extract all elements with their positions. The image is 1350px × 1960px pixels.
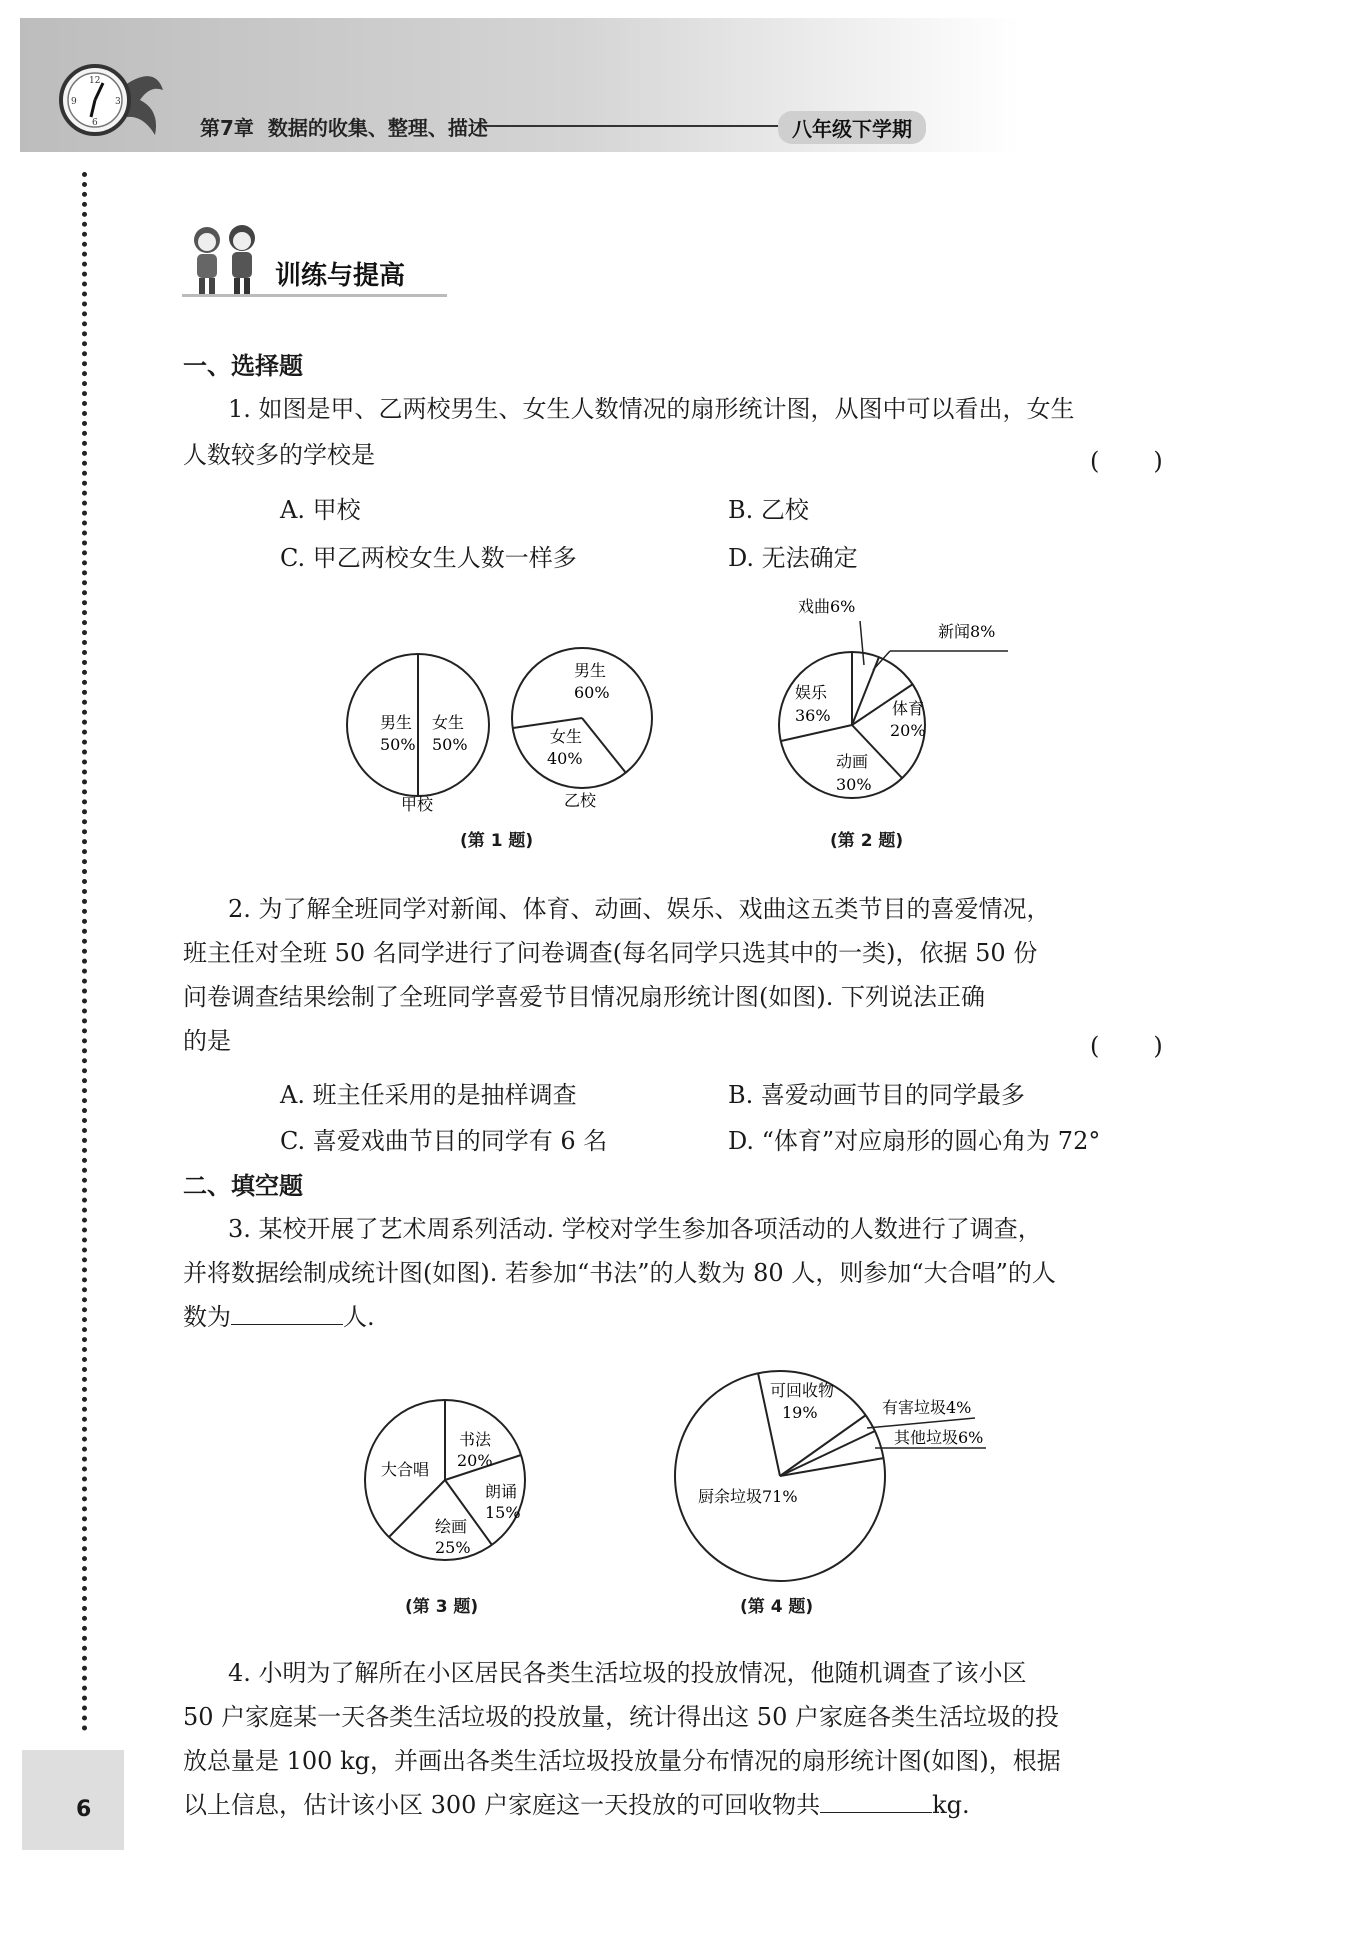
q1-answer-paren: ( ) bbox=[1090, 447, 1165, 475]
pie2-value-ent: 36% bbox=[795, 706, 831, 725]
pie2-callout-news: 新闻8% bbox=[938, 622, 996, 641]
chapter-title bbox=[200, 112, 488, 141]
q4-line4 bbox=[183, 1784, 970, 1827]
pie-yi-label-male: 男生 bbox=[574, 661, 607, 680]
q1-option-c: C. 甲乙两校女生人数一样多 bbox=[280, 544, 577, 572]
q2-option-c: C. 喜爱戏曲节目的同学有 6 名 bbox=[280, 1127, 608, 1155]
fig2-chart bbox=[760, 595, 1030, 820]
kids-icon bbox=[182, 222, 272, 302]
pie-yi-value-female: 40% bbox=[547, 749, 583, 768]
fig3-caption: (第 3 题) bbox=[405, 1597, 479, 1617]
svg-text:12: 12 bbox=[89, 76, 101, 86]
dotted-binding-margin bbox=[82, 172, 87, 1732]
pie2-callout-opera: 戏曲6% bbox=[798, 597, 856, 616]
page-number-tab bbox=[22, 1750, 124, 1850]
q3-line2: 并将数据绘制成统计图(如图). 若参加“书法”的人数为 80 人，则参加“大合唱”的人 bbox=[183, 1259, 1056, 1287]
section-underline bbox=[182, 294, 447, 297]
q3-line3 bbox=[183, 1296, 375, 1339]
chapter-name: 数据的收集、整理、描述 bbox=[267, 116, 488, 140]
pie3-label-choir: 大合唱 bbox=[381, 1460, 430, 1479]
pie3-label-calligraphy: 书法 bbox=[459, 1430, 492, 1449]
fig4-caption: (第 4 题) bbox=[740, 1597, 814, 1617]
pie2-label-ent: 娱乐 bbox=[795, 683, 828, 702]
q4-line2: 50 户家庭某一天各类生活垃圾的投放量，统计得出这 50 户家庭各类生活垃圾的投 bbox=[183, 1703, 1059, 1731]
q2-line2: 班主任对全班 50 名同学进行了问卷调查(每名同学只选其中的一类)，依据 50 份 bbox=[183, 939, 1038, 967]
q3-line3-end: 人. bbox=[343, 1303, 375, 1331]
pie-jia-value-female: 50% bbox=[432, 735, 468, 754]
q2-line1: 2. 为了解全班同学对新闻、体育、动画、娱乐、戏曲这五类节目的喜爱情况， bbox=[228, 895, 1051, 923]
fig4-chart bbox=[670, 1368, 1010, 1593]
pie4-label-recyclable: 可回收物 bbox=[770, 1381, 835, 1400]
q1-option-a: A. 甲校 bbox=[280, 496, 361, 524]
q2-line3: 问卷调查结果绘制了全班同学喜爱节目情况扇形统计图(如图). 下列说法正确 bbox=[183, 983, 985, 1011]
q1-line1: 1. 如图是甲、乙两校男生、女生人数情况的扇形统计图，从图中可以看出，女生 bbox=[228, 395, 1075, 423]
q2-line4: 的是 bbox=[183, 1027, 231, 1055]
pie-yi-value-male: 60% bbox=[574, 683, 610, 702]
pie4-callout-other: 其他垃圾6% bbox=[894, 1428, 984, 1447]
fig1-caption: (第 1 题) bbox=[460, 831, 534, 851]
pie-jia-value-male: 50% bbox=[380, 735, 416, 754]
fig1-charts bbox=[340, 640, 670, 815]
part1-heading: 一、选择题 bbox=[183, 352, 303, 380]
fig3-chart bbox=[355, 1395, 535, 1595]
pie-jia-title: 甲校 bbox=[401, 795, 434, 814]
pie-yi-label-female: 女生 bbox=[550, 727, 583, 746]
pie-jia-label-male: 男生 bbox=[380, 713, 413, 732]
pie-yi-title: 乙校 bbox=[564, 791, 597, 810]
fig2-caption: (第 2 题) bbox=[830, 831, 904, 851]
pie2-label-anim: 动画 bbox=[836, 752, 869, 771]
q2-option-d: D. “体育”对应扇形的圆心角为 72° bbox=[728, 1127, 1101, 1155]
pie3-label-recitation: 朗诵 bbox=[485, 1482, 518, 1501]
clock-icon bbox=[55, 55, 170, 145]
q3-line3-start: 数为 bbox=[183, 1303, 231, 1331]
pie4-callout-hazardous: 有害垃圾4% bbox=[882, 1398, 972, 1417]
svg-text:6: 6 bbox=[92, 118, 98, 128]
q4-answer-blank[interactable] bbox=[820, 1790, 932, 1813]
q1-option-b: B. 乙校 bbox=[728, 496, 809, 524]
q4-line4-end: kg. bbox=[932, 1791, 970, 1819]
q4-line1: 4. 小明为了解所在小区居民各类生活垃圾的投放情况，他随机调查了该小区 bbox=[228, 1659, 1027, 1687]
pie2-value-sports: 20% bbox=[890, 721, 926, 740]
pie3-value-calligraphy: 20% bbox=[457, 1451, 493, 1470]
q1-line2: 人数较多的学校是 bbox=[183, 441, 375, 469]
header-rule bbox=[482, 125, 782, 127]
q4-line3: 放总量是 100 kg，并画出各类生活垃圾投放量分布情况的扇形统计图(如图)，根据 bbox=[183, 1747, 1061, 1775]
part2-heading: 二、填空题 bbox=[183, 1172, 303, 1200]
section-title: 训练与提高 bbox=[275, 261, 406, 291]
q2-answer-paren: ( ) bbox=[1090, 1032, 1165, 1060]
pie3-value-recitation: 15% bbox=[485, 1503, 521, 1522]
q2-option-a: A. 班主任采用的是抽样调查 bbox=[280, 1081, 577, 1109]
pie4-callout-kitchen: 厨余垃圾71% bbox=[698, 1487, 798, 1506]
q2-option-b: B. 喜爱动画节目的同学最多 bbox=[728, 1081, 1025, 1109]
q1-option-d: D. 无法确定 bbox=[728, 544, 858, 572]
q3-line1: 3. 某校开展了艺术周系列活动. 学校对学生参加各项活动的人数进行了调查， bbox=[228, 1215, 1042, 1243]
pie2-label-sports: 体育 bbox=[892, 699, 925, 718]
grade-tag: 八年级下学期 bbox=[778, 111, 926, 144]
pie3-value-painting: 25% bbox=[435, 1538, 471, 1557]
pie2-value-anim: 30% bbox=[836, 775, 872, 794]
pie3-label-painting: 绘画 bbox=[435, 1517, 468, 1536]
pie-jia-label-female: 女生 bbox=[432, 713, 465, 732]
chapter-number: 第7章 bbox=[200, 116, 254, 140]
pie4-value-recyclable: 19% bbox=[782, 1403, 818, 1422]
q4-line4-start: 以上信息，估计该小区 300 户家庭这一天投放的可回收物共 bbox=[183, 1791, 821, 1819]
svg-text:9: 9 bbox=[71, 97, 77, 107]
page-number: 6 bbox=[76, 1797, 92, 1822]
svg-text:3: 3 bbox=[115, 97, 121, 107]
pie-yi-divider1 bbox=[582, 718, 626, 773]
q3-answer-blank[interactable] bbox=[231, 1302, 343, 1325]
